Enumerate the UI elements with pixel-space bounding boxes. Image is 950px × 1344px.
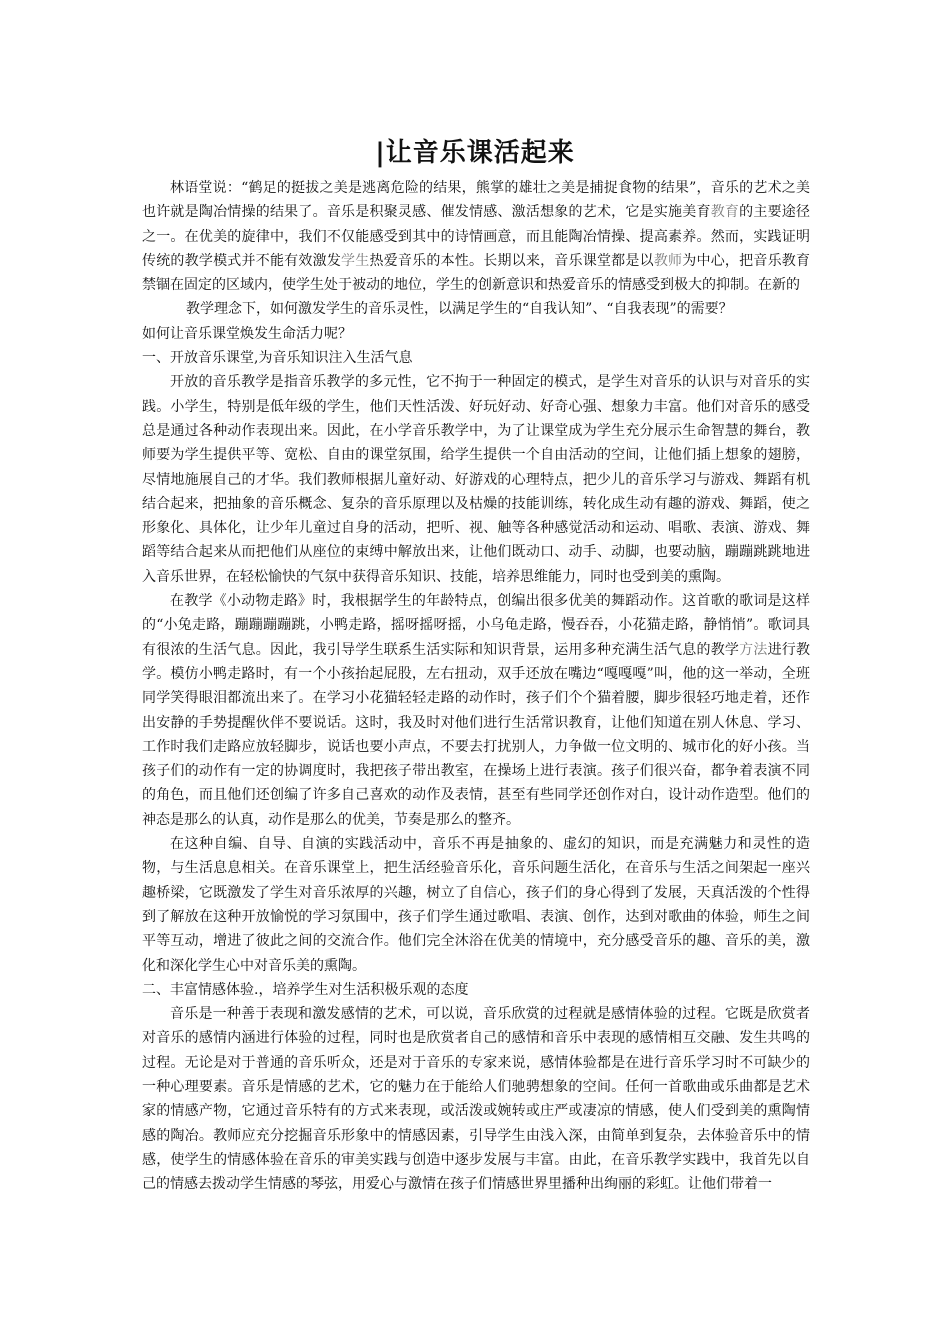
- document-title: |让音乐课活起来: [375, 138, 575, 168]
- section-2-heading: 二、丰富情感体验.，培养学生对生活积极乐观的态度: [142, 981, 469, 998]
- section-1-paragraph-3: 在这种自编、自导、自演的实践活动中，音乐不再是抽象的、虚幻的知识，而是充满魅力和灵性的造物，与生活息息相关。在音乐课堂上，把生活经验音乐化，音乐问题生活化，在音乐与生活之间架起一座兴趣桥梁，它既激发了学生对音乐浓厚的兴趣，树立了自信心，孩子们的身心得到了发展，天真活泼的个性得到了解放在这种开放愉悦的学习氛围中，孩子们学生通过歌唱、表演、创作，达到对歌曲的体验，师生之间平等互动，增进了彼此之间的交流合作。他们完全沐浴在优美的情境中，充分感受音乐的趣、音乐的美，激化和深化学生心中对音乐美的熏陶。: [142, 836, 810, 974]
- section-1-heading: 一、开放音乐课堂,为音乐知识注入生活气息: [142, 350, 413, 367]
- intro-line-2: 教学理念下，如何激发学生的音乐灵性，以满足学生的“自我认知”、“自我表现”的需要？: [186, 301, 733, 318]
- link-education[interactable]: 教育: [710, 204, 740, 221]
- document-body: [142, 176, 810, 1196]
- section-1-paragraph-1: 开放的音乐教学是指音乐教学的多元性，它不拘于一种固定的模式，是学生对音乐的认识与对音乐的实践。小学生，特别是低年级的学生，他们天性活泼、好玩好动、好奇心强、想象力丰富。他们对音乐的感受总是通过各种动作表现出来。因此，在小学音乐教学中，为了让课堂成为学生充分展示生命智慧的舞台，教师要为学生提供平等、宽松、自由的课堂氛围，给学生提供一个自由活动的空间，让他们插上想象的翅膀，尽情地施展自己的才华。我们教师根据儿童好动、好游戏的心理特点，把少儿的音乐学习与游戏、舞蹈有机结合起来，把抽象的音乐概念、复杂的音乐原理以及枯燥的技能训练，转化成生动有趣的游戏、舞蹈，使之形象化、具体化，让少年儿童过自身的活动，把听、视、触等各种感觉活动和运动、唱歌、表演、游戏、舞蹈等结合起来从而把他们从座位的束缚中解放出来，让他们既动口、动手、动脚，也要动脑，蹦蹦跳跳地进入音乐世界，在轻松愉快的气氛中获得音乐知识、技能，培养思维能力，同时也受到美的熏陶。: [142, 374, 810, 585]
- section-2-paragraph-1: 音乐是一种善于表现和激发感情的艺术，可以说，音乐欣赏的过程就是感情体验的过程。它既是欣赏者对音乐的感情内涵进行体验的过程，同时也是欣赏者自己的感情和音乐中表现的感情相互交融、发生共鸣的过程。无论是对于普通的音乐听众，还是对于音乐的专家来说，感情体验都是在进行音乐学习时不可缺少的一种心理要素。音乐是情感的艺术，它的魅力在于能给人们驰骋想象的空间。任何一首歌曲或乐曲都是艺术家的情感产物，它通过音乐特有的方式来表现，或活泼或婉转或庄严或凄凉的情感，使人们受到美的熏陶情感的陶冶。教师应充分挖掘音乐形象中的情感因素，引导学生由浅入深，由简单到复杂，去体验音乐中的情感，使学生的情感体验在音乐的审美实践与创造中逐步发展与丰富。由此，在音乐教学实践中，我首先以自己的情感去拨动学生情感的琴弦，用爱心与激情在孩子们情感世界里播种出绚丽的彩虹。让他们带着一: [142, 1006, 810, 1193]
- link-student[interactable]: 学生: [341, 252, 370, 269]
- link-method[interactable]: 方法: [739, 641, 768, 658]
- link-teacher[interactable]: 教师: [653, 252, 683, 269]
- intro-paragraph: 林语堂说：“鹤足的挺拔之美是逃离危险的结果，熊掌的雄壮之美是捕捉食物的结果”，音乐的艺术之美也许就是陶冶情操的结果了。音乐是积聚灵感、催发情感、激活想象的艺术，它是实施美育教育的主要途径之一。在优美的旋律中，我们不仅能感受到其中的诗情画意，而且能陶冶情操、提高素养。然而，实践证明传统的教学模式并不能有效激发学生热爱音乐的本性。长期以来，音乐课堂都是以教师为中心，把音乐教育禁锢在固定的区域内，使学生处于被动的地位，学生的创新意识和热爱音乐的情感受到极大的抑制。在新的: [142, 180, 811, 294]
- section-1-paragraph-2: 在教学《小动物走路》时，我根据学生的年龄特点，创编出很多优美的舞蹈动作。这首歌的歌词是这样的“小兔走路，蹦蹦蹦蹦跳，小鸭走路，摇呀摇呀摇，小乌龟走路，慢吞吞，小花猫走路，静悄悄”。歌词具有很浓的生活气息。因此，我引导学生联系生活实际和知识背景，运用多种充满生活气息的教学方法进行教学。模仿小鸭走路时，有一个小孩抬起屁股，左右扭动，双手还放在嘴边“嘎嘎嘎”叫，他的这一举动，全班同学笑得眼泪都流出来了。在学习小花猫轻轻走路的动作时，孩子们个个猫着腰，脚步很轻巧地走着，还作出安静的手势提醒伙伴不要说话。这时，我及时对他们进行生活常识教育，让他们知道在别人休息、学习、工作时我们走路应放轻脚步，说话也要小声点，不要去打扰别人，力争做一位文明的、城市化的好小孩。当孩子们的动作有一定的协调度时，我把孩子带出教室，在操场上进行表演。孩子们很兴奋，都争着表演不同的角色，而且他们还创编了许多自己喜欢的动作及表情，甚至有些同学还创作对白，设计动作造型。他们的神态是那么的认真，动作是那么的优美，节奏是那么的整齐。: [142, 593, 811, 828]
- intro-question: 如何让音乐课堂焕发生命活力呢？: [142, 325, 352, 342]
